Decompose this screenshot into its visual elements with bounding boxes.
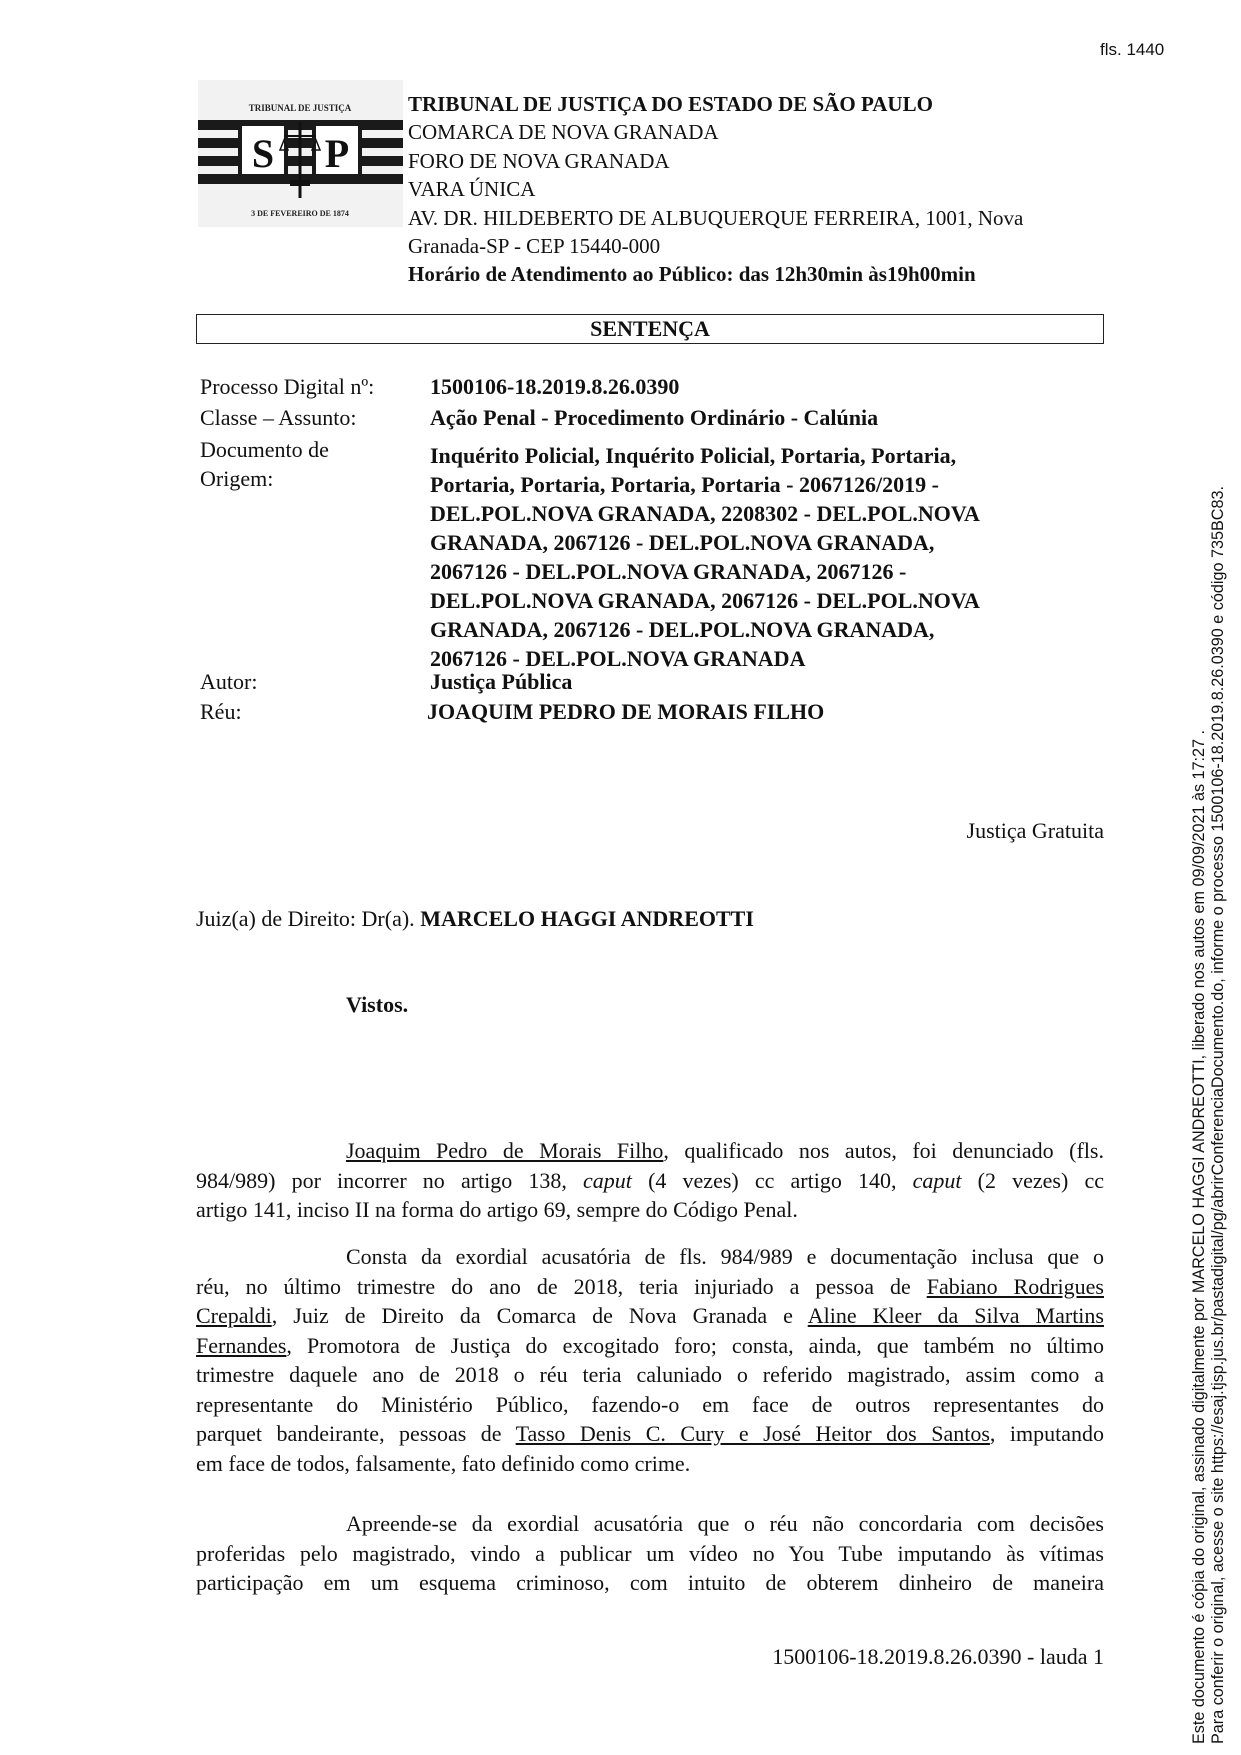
p3-text: proferidas pelo magistrado, vindo a publicar um vídeo no You Tube imputando às vítimas: [196, 1540, 1104, 1566]
p3-text: Apreende-se da exordial acusatória que o réu não concordaria com decisões: [346, 1511, 1104, 1536]
header-foro: FORO DE NOVA GRANADA: [408, 148, 670, 173]
digital-signature-stamp: [1190, 284, 1228, 1744]
victim-name-2: Aline Kleer da Silva Martins: [807, 1303, 1104, 1328]
victim-name-1-cont: Crepaldi: [196, 1303, 272, 1328]
reu-name-link: Joaquim Pedro de Morais Filho: [346, 1138, 664, 1163]
victim-name-1: Fabiano Rodrigues: [926, 1273, 1104, 1299]
paragraph-1: [196, 1136, 1104, 1225]
origem-line: DEL.POL.NOVA GRANADA, 2067126 - DEL.POL.NOVA: [430, 588, 980, 613]
reu-value: JOAQUIM PEDRO DE MORAIS FILHO: [427, 699, 825, 724]
autor-label: Autor:: [200, 669, 258, 694]
documento-label-2: Origem:: [200, 466, 274, 491]
origem-line: 2067126 - DEL.POL.NOVA GRANADA: [430, 646, 806, 671]
classe-label: Classe – Assunto:: [200, 405, 357, 430]
caput-term: caput: [583, 1167, 632, 1193]
processo-label: Processo Digital nº:: [200, 374, 375, 399]
caput-term: caput: [912, 1167, 962, 1193]
logo-letter-s: S: [251, 131, 275, 176]
documento-label-1: Documento de: [200, 437, 329, 462]
origem-line: DEL.POL.NOVA GRANADA, 2208302 - DEL.POL.NOVA: [430, 501, 980, 526]
p2-text: réu, no último trimestre do ano de 2018, teria injuriado a pessoa de: [196, 1273, 911, 1299]
juiz-name: MARCELO HAGGI ANDREOTTI: [420, 906, 754, 931]
p1-text: (4 vezes) cc artigo 140,: [648, 1167, 897, 1193]
p2-text: , imputando: [989, 1421, 1104, 1446]
stamp-line-1: Este documento é cópia do original, assinado digitalmente por MARCELO HAGGI ANDREOTTI, liberado nos autos em 09/09/2021 às 17:27 .: [1190, 729, 1208, 1744]
header-vara: VARA ÚNICA: [408, 177, 536, 202]
justica-gratuita: Justiça Gratuita: [966, 818, 1104, 843]
p1-text: (2 vezes) cc: [977, 1167, 1104, 1193]
origem-line: Portaria, Portaria, Portaria, Portaria - 2067126/2019 -: [430, 472, 939, 497]
header-address-1: AV. DR. HILDEBERTO DE ALBUQUERQUE FERREIRA, 1001, Nova: [408, 205, 1024, 230]
juiz-line: [196, 906, 754, 932]
p1-text: artigo 141, inciso II na forma do artigo 69, sempre do Código Penal.: [196, 1197, 798, 1222]
autor-value: Justiça Pública: [430, 669, 573, 694]
reu-label: Réu:: [200, 699, 242, 724]
header-hours: Horário de Atendimento ao Público: das 12h30min às19h00min: [408, 262, 976, 287]
p3-text: participação em um esquema criminoso, com intuito de obterem dinheiro de maneira: [196, 1570, 1104, 1595]
page-number: fls. 1440: [1100, 40, 1165, 59]
header-address-2: Granada-SP - CEP 15440-000: [408, 234, 661, 259]
document-title: SENTENÇA: [196, 314, 1104, 344]
court-logo: [198, 80, 403, 227]
origem-line: Inquérito Policial, Inquérito Policial, Portaria, Portaria,: [430, 443, 957, 468]
p2-text: parquet bandeirante, pessoas de: [196, 1421, 502, 1446]
juiz-prefix: Juiz(a) de Direito: Dr(a).: [196, 906, 415, 931]
lauda-footer: 1500106-18.2019.8.26.0390 - lauda 1: [772, 1644, 1104, 1669]
origem-line: GRANADA, 2067126 - DEL.POL.NOVA GRANADA,: [430, 617, 935, 642]
p2-text: representante do Ministério Público, fazendo-o em face de outros representantes do: [196, 1391, 1104, 1417]
p1-text: , qualificado nos autos, foi denunciado (fls.: [663, 1138, 1104, 1163]
p2-text: trimestre daquele ano de 2018 o réu teria caluniado o referido magistrado, assim como a: [196, 1362, 1104, 1387]
p2-text: Consta da exordial acusatória de fls. 984/989 e documentação inclusa que o: [346, 1244, 1104, 1269]
header-comarca: COMARCA DE NOVA GRANADA: [408, 120, 719, 145]
classe-value: Ação Penal - Procedimento Ordinário - Calúnia: [430, 405, 879, 430]
paragraph-3: [196, 1509, 1104, 1598]
logo-top-text: TRIBUNAL DE JUSTIÇA: [248, 103, 352, 113]
logo-bottom-text: 3 DE FEVEREIRO DE 1874: [251, 209, 349, 218]
origem-line: 2067126 - DEL.POL.NOVA GRANADA, 2067126 -: [430, 559, 907, 584]
p1-text: 984/989) por incorrer no artigo 138,: [196, 1167, 567, 1193]
prosecutor-names: Tasso Denis C. Cury e José Heitor dos Santos: [515, 1421, 990, 1446]
stamp-line-2: Para conferir o original, acesse o site https://esaj.tjsp.jus.br/pastadigital/pg/abrirConferenciaDocumento.do, informe o processo 1500106-18.2019.8.26.0390 e código 735BC83.: [1209, 486, 1227, 1744]
vistos: Vistos.: [346, 992, 409, 1017]
logo-letter-p: P: [324, 131, 350, 176]
documento-origem-value: [430, 441, 980, 673]
p2-text: , Juiz de Direito da Comarca de Nova Granada e: [271, 1303, 793, 1328]
victim-name-2-cont: Fernandes: [196, 1332, 287, 1358]
court-header: [408, 90, 1108, 289]
p2-text: em face de todos, falsamente, fato definido como crime.: [196, 1450, 691, 1476]
p2-text: , Promotora de Justiça do excogitado foro; consta, ainda, que também no último: [286, 1332, 1104, 1358]
origem-line: GRANADA, 2067126 - DEL.POL.NOVA GRANADA,: [430, 530, 935, 555]
header-court-name: TRIBUNAL DE JUSTIÇA DO ESTADO DE SÃO PAULO: [408, 92, 933, 116]
paragraph-2: [196, 1242, 1104, 1478]
processo-value: 1500106-18.2019.8.26.0390: [430, 374, 680, 399]
